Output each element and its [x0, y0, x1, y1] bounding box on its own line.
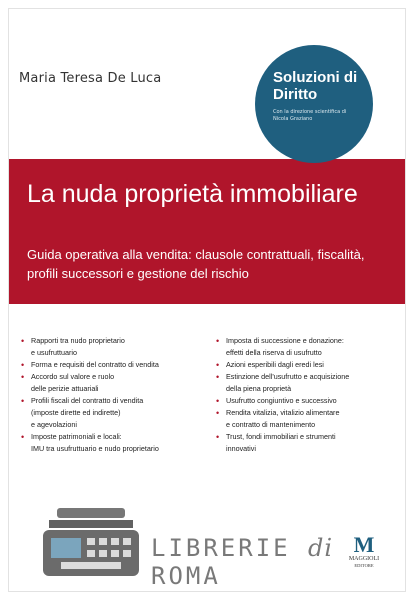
book-cover — [8, 8, 406, 592]
series-title: Soluzioni di Diritto — [273, 69, 358, 103]
store-watermark — [9, 504, 405, 590]
topic-item: • Trust, fondi immobiliari e strumenti innovativi — [214, 431, 399, 455]
topic-item: • Accordo sul valore e ruolo delle perizie attuariali — [19, 371, 204, 395]
topic-item: • Estinzione dell'usufrutto e acquisizione della piena proprietà — [214, 371, 399, 395]
topic-item: • Forma e requisiti del contratto di vendita — [19, 359, 204, 371]
book-title: La nuda proprietà immobiliare — [27, 180, 358, 208]
publisher-name: MAGGIOLI — [348, 556, 380, 562]
store-name-part2: di — [308, 534, 334, 562]
topic-item: • Rapporti tra nudo proprietario e usufruttuario — [19, 335, 204, 359]
topic-item: • Imposta di successione e donazione: effetti della riserva di usufrutto — [214, 335, 399, 359]
topics-columns — [19, 335, 399, 455]
topics-right-list — [214, 335, 399, 455]
publisher-logo — [343, 534, 385, 569]
publisher-sub: EDITORE — [354, 563, 374, 568]
series-badge — [255, 45, 373, 163]
publisher-mark: M — [353, 532, 375, 557]
topic-item: • Usufrutto congiuntivo e successivo — [214, 395, 399, 407]
topics-left-list — [19, 335, 204, 455]
series-subtitle: Con la direzione scientifica di Nicola Graziano — [273, 109, 347, 122]
topic-item: • Rendita vitalizia, vitalizio alimentare e contratto di mantenimento — [214, 407, 399, 431]
store-name-part3: ROMA — [151, 562, 221, 590]
store-name-part1: LIBRERIE — [151, 534, 291, 562]
topic-item: • Profili fiscali del contratto di vendita (imposte dirette ed indirette) e agevolazioni — [19, 395, 204, 431]
typewriter-icon — [39, 504, 143, 580]
book-subtitle: Guida operativa alla vendita: clausole contrattuali, fiscalità, profili successori e gestione del rischio — [27, 247, 365, 281]
topic-item: • Imposte patrimoniali e locali: IMU tra usufruttuario e nudo proprietario — [19, 431, 204, 455]
author-name: Maria Teresa De Luca — [19, 71, 162, 86]
topic-item: • Azioni esperibili dagli eredi lesi — [214, 359, 399, 371]
